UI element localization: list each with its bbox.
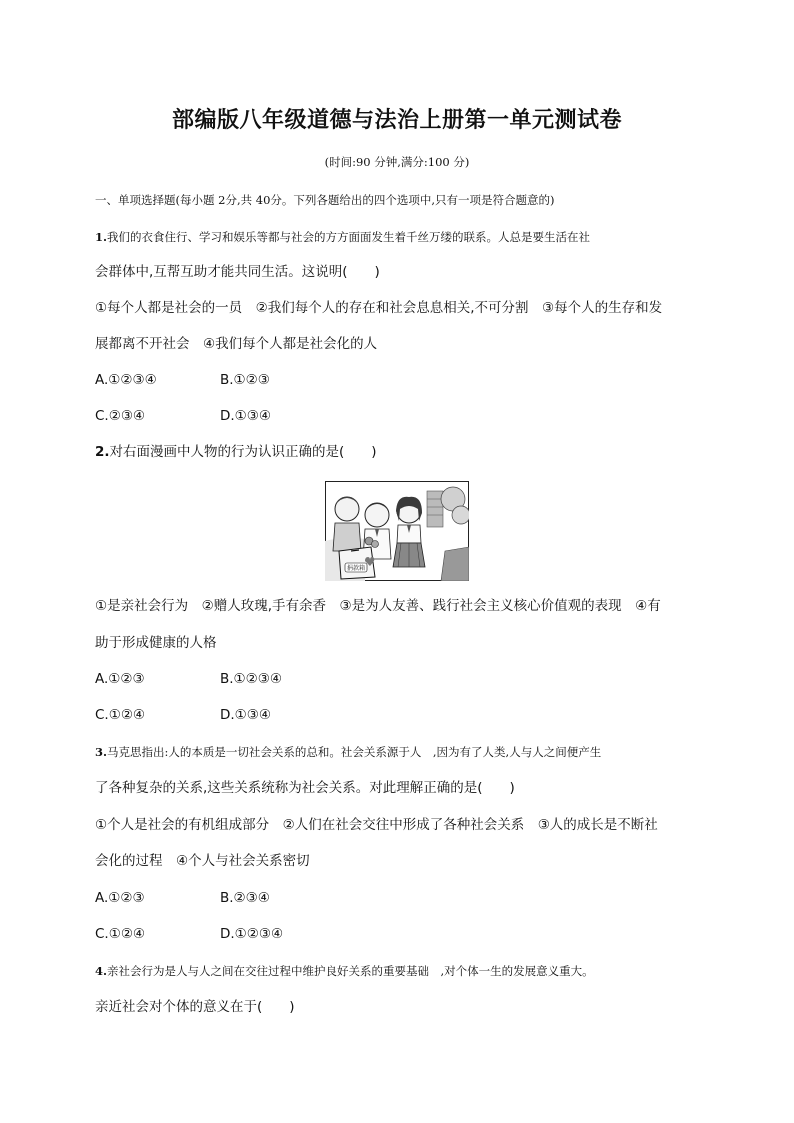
q2-number: 2. xyxy=(95,444,110,460)
q1-stem-line-2: 会群体中,互帮互助才能共同生活。这说明( ) xyxy=(95,264,380,280)
q3-option-d[interactable]: D.①②③④ xyxy=(220,926,284,942)
donation-box-label: 捐款箱 xyxy=(346,565,366,572)
section-heading: 一、单项选择题(每小题 2分,共 40分。下列各题给出的四个选项中,只有一项是符合题意的) xyxy=(95,193,555,207)
q2-statements-line-1: ①是亲社会行为 ②赠人玫瑰,手有余香 ③是为人友善、践行社会主义核心价值观的表现 ④有 xyxy=(95,598,661,614)
q1-statements-line-1: ①每个人都是社会的一员 ②我们每个人的存在和社会息息相关,不可分割 ③每个人的生存和发 xyxy=(95,300,663,316)
q1-option-a[interactable]: A.①②③④ xyxy=(95,372,157,388)
exam-time-score: (时间:90 分钟,满分:100 分) xyxy=(324,155,470,169)
q2-stem-line-1: 2.对右面漫画中人物的行为认识正确的是( ) xyxy=(95,444,377,460)
q2-option-c[interactable]: C.①②④ xyxy=(95,707,146,723)
donation-cartoon-image xyxy=(325,481,469,581)
q3-stem-line-2: 了各种复杂的关系,这些关系统称为社会关系。对此理解正确的是( ) xyxy=(95,780,515,796)
q3-statements-line-2: 会化的过程 ④个人与社会关系密切 xyxy=(95,853,310,869)
q3-stem-line-1: 3.马克思指出:人的本质是一切社会关系的总和。社会关系源于人 ,因为有了人类,人与人之间便产生 xyxy=(95,745,602,759)
q2-option-b[interactable]: B.①②③④ xyxy=(220,671,282,687)
q1-stem-line-1: 1.我们的衣食住行、学习和娱乐等都与社会的方方面面发生着千丝万缕的联系。人总是要生活在社 xyxy=(95,230,591,244)
q3-option-b[interactable]: B.②③④ xyxy=(220,890,270,906)
q2-statements-line-2: 助于形成健康的人格 xyxy=(95,635,217,651)
q3-option-a[interactable]: A.①②③ xyxy=(95,890,145,906)
q3-number: 3. xyxy=(95,745,108,759)
q1-option-b[interactable]: B.①②③ xyxy=(220,372,270,388)
q2-option-d[interactable]: D.①③④ xyxy=(220,707,271,723)
q4-stem-line-2: 亲近社会对个体的意义在于( ) xyxy=(95,999,295,1015)
q1-option-c[interactable]: C.②③④ xyxy=(95,408,146,424)
q4-stem-line-1: 4.亲社会行为是人与人之间在交往过程中维护良好关系的重要基础 ,对个体一生的发展意义重大。 xyxy=(95,964,594,978)
q2-option-a[interactable]: A.①②③ xyxy=(95,671,145,687)
q1-option-d[interactable]: D.①③④ xyxy=(220,408,271,424)
q3-statements-line-1: ①个人是社会的有机组成部分 ②人们在社会交往中形成了各种社会关系 ③人的成长是不断社 xyxy=(95,817,658,833)
q3-option-c[interactable]: C.①②④ xyxy=(95,926,146,942)
q1-statements-line-2: 展都离不开社会 ④我们每个人都是社会化的人 xyxy=(95,336,378,352)
q4-number: 4. xyxy=(95,964,108,978)
page-title: 部编版八年级道德与法治上册第一单元测试卷 xyxy=(171,108,622,133)
q1-number: 1. xyxy=(95,230,108,244)
